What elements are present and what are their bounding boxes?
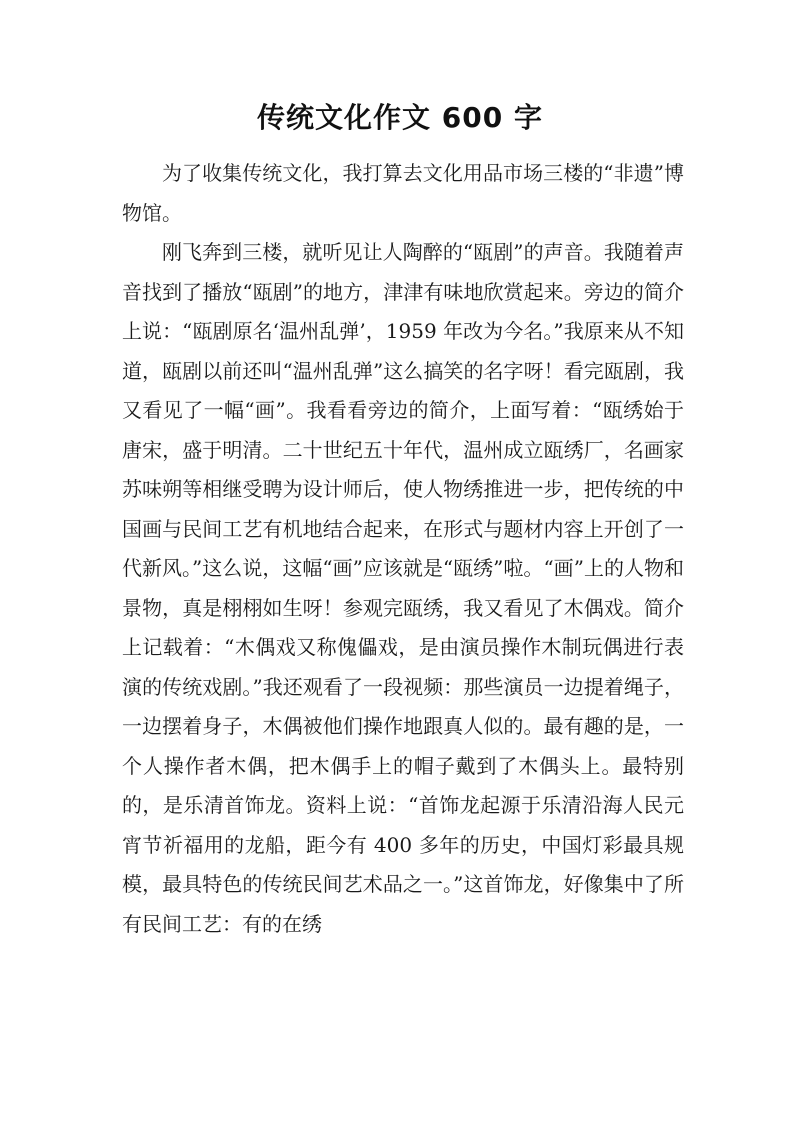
- document-body: [122, 154, 684, 944]
- paragraph-2: 刚飞奔到三楼，就听见让人陶醉的“瓯剧”的声音。我随着声音找到了播放“瓯剧”的地方，津津有味地欣赏起来。旁边的简介上说：“瓯剧原名‘温州乱弹’，1959 年改为今名。”我原来从不知道，瓯剧以前还叫“温州乱弹”这么搞笑的名字呀！看完瓯剧，我又看见了一幅“画”。我看看旁边的简介，上面写着：“瓯绣始于唐宋，盛于明清。二十世纪五十年代，温州成立瓯绣厂，名画家苏味朔等相继受聘为设计师后，使人物绣推进一步，把传统的中国画与民间工艺有机地结合起来，在形式与题材内容上开创了一代新风。”这么说，这幅“画”应该就是“瓯绣”啦。“画”上的人物和景物，真是栩栩如生呀！参观完瓯绣，我又看见了木偶戏。简介上记载着：“木偶戏又称傀儡戏，是由演员操作木制玩偶进行表演的传统戏剧。”我还观看了一段视频：那些演员一边提着绳子，一边摆着身子，木偶被他们操作地跟真人似的。最有趣的是，一个人操作者木偶，把木偶手上的帽子戴到了木偶头上。最特别的，是乐清首饰龙。资料上说：“首饰龙起源于乐清沿海人民元宵节祈福用的龙船，距今有 400 多年的历史，中国灯彩最具规模，最具特色的传统民间艺术品之一。”这首饰龙，好像集中了所有民间工艺：有的在绣: [122, 240, 684, 936]
- document-title: 传统文化作文 600 字: [257, 101, 543, 134]
- paragraph-1: 为了收集传统文化，我打算去文化用品市场三楼的“非遗”博物馆。: [122, 161, 684, 225]
